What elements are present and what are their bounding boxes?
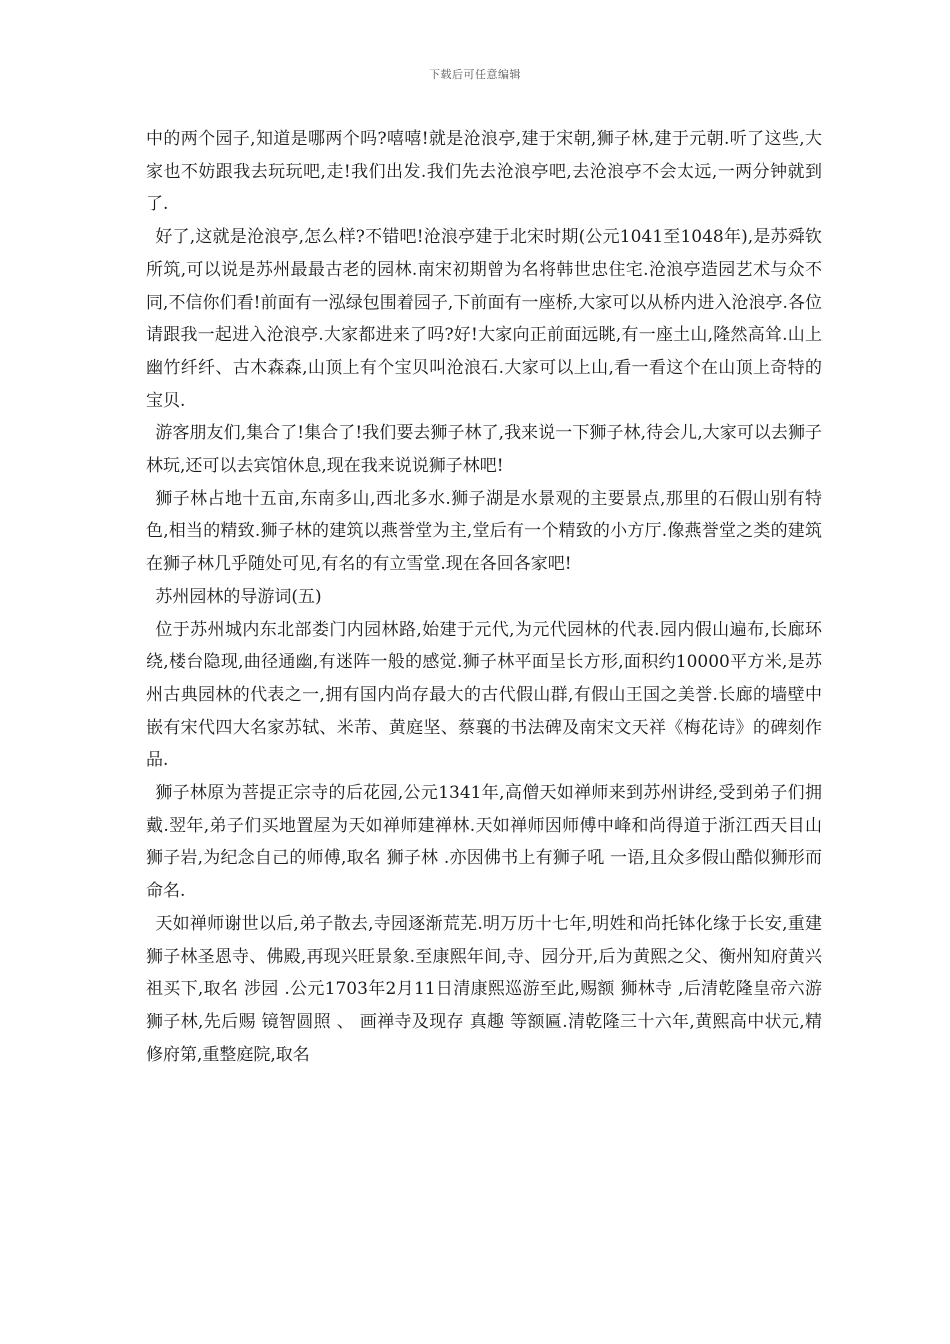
paragraph: 中的两个园子,知道是哪两个吗?嘻嘻!就是沧浪亭,建于宋朝,狮子林,建于元朝.听了这些,大家也不妨跟我去玩玩吧,走!我们出发.我们先去沧浪亭吧,去沧浪亭不会太远,一两分钟就到了. [146, 129, 822, 215]
document-body [146, 123, 822, 1071]
paragraph: 好了,这就是沧浪亭,怎么样?不错吧!沧浪亭建于北宋时期(公元1041至1048年),是苏舜钦所筑,可以说是苏州最最古老的园林.南宋初期曾为名将韩世忠住宅.沧浪亭造园艺术与众不同,不信你们看!前面有一泓绿包围着园子,下前面有一座桥,大家可以从桥内进入沧浪亭.各位请跟我一起进入沧浪亭.大家都进来了吗?好!大家向正前面远眺,有一座土山,隆然高耸.山上幽竹纤纤、古木森森,山顶上有个宝贝叫沧浪石.大家可以上山,看一看这个在山顶上奇特的宝贝. [146, 227, 822, 411]
paragraph: 位于苏州城内东北部娄门内园林路,始建于元代,为元代园林的代表.园内假山遍布,长廊环绕,楼台隐现,曲径通幽,有迷阵一般的感觉.狮子林平面呈长方形,面积约10000平方米,是苏州古典园林的代表之一,拥有国内尚存最大的古代假山群,有假山王国之美誉.长廊的墙壁中嵌有宋代四大名家苏轼、米芾、黄庭坚、蔡襄的书法碑及南宋文天祥《梅花诗》的碑刻作品. [146, 619, 822, 771]
page-header: 下载后可任意编辑 [429, 68, 521, 81]
paragraph: 狮子林占地十五亩,东南多山,西北多水.狮子湖是水景观的主要景点,那里的石假山别有特色,相当的精致.狮子林的建筑以燕誉堂为主,堂后有一个精致的小方厅.像燕誉堂之类的建筑在狮子林几乎随处可见,有名的有立雪堂.现在各回各家吧! [146, 488, 822, 575]
paragraph: 天如禅师谢世以后,弟子散去,寺园逐渐荒芜.明万历十七年,明姓和尚托钵化缘于长安,重建狮子林圣恩寺、佛殿,再现兴旺景象.至康熙年间,寺、园分开,后为黄熙之父、衡州知府黄兴祖买下,取名 涉园 .公元1703年2月11日清康熙巡游至此,赐额 狮林寺 ,后清乾隆皇帝六游狮子林,先后赐 镜智圆照 、 画禅寺及现存 真趣 等额匾.清乾隆三十六年,黄熙高中状元,精修府第,重整庭院,取名 [146, 913, 822, 1065]
section-heading: 苏州园林的导游词(五) [155, 586, 322, 607]
paragraph: 狮子林原为菩提正宗寺的后花园,公元1341年,高僧天如禅师来到苏州讲经,受到弟子们拥戴.翌年,弟子们买地置屋为天如禅师建禅林.天如禅师因师傅中峰和尚得道于浙江西天目山狮子岩,为纪念自己的师傅,取名 狮子林 .亦因佛书上有狮子吼 一语,且众多假山酷似狮形而命名. [146, 783, 822, 902]
paragraph: 游客朋友们,集合了!集合了!我们要去狮子林了,我来说一下狮子林,待会儿,大家可以去狮子林玩,还可以去宾馆休息,现在我来说说狮子林吧! [146, 423, 822, 477]
